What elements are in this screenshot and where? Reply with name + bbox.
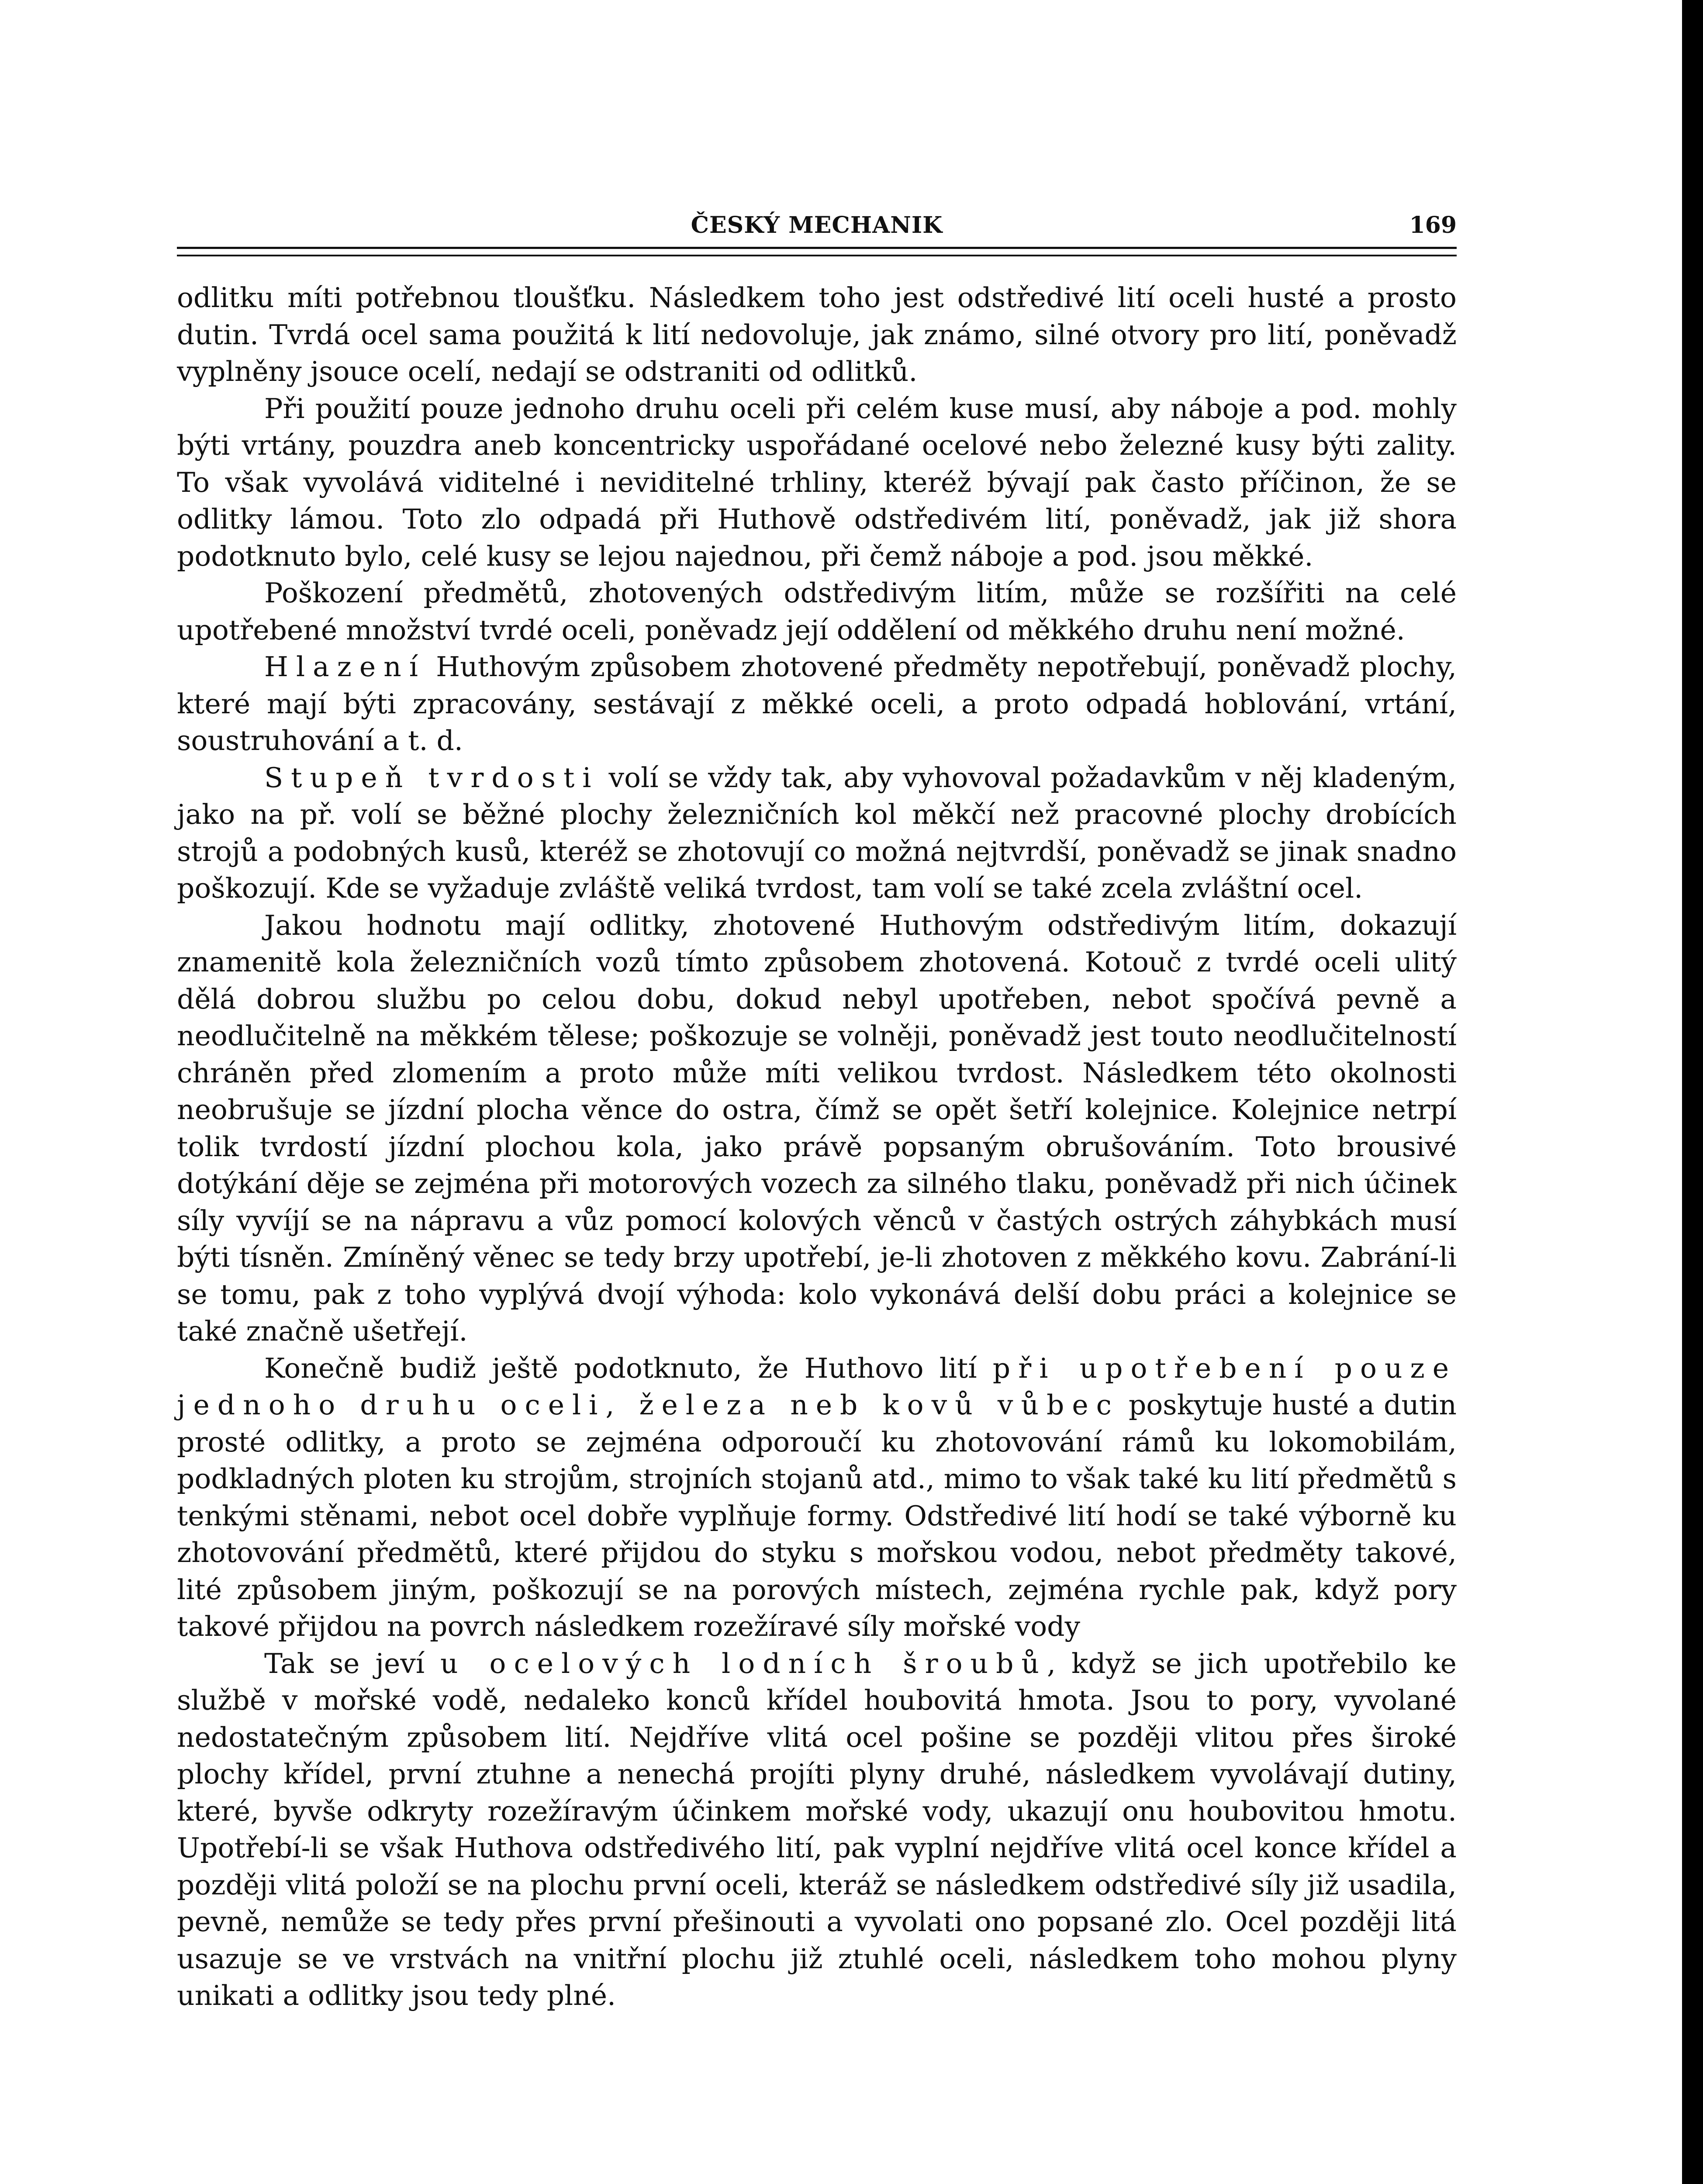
paragraph-text: Huthovým způsobem zhotovené předměty nepotřebují, poněvadž plochy, které mají býti zpracovány, sestávají z měkké oceli, a proto odpadá hoblování, vrtání, soustruhování a t. d. [177,651,1457,757]
paragraph [177,760,1457,907]
spaced-heading: Stupeň tvrdosti [264,761,599,794]
running-head: ČESKÝ MECHANIK [691,212,943,238]
paragraph-text: Při použití pouze jednoho druhu oceli při celém kuse musí, aby náboje a pod. mohly býti vrtány, pouzdra aneb koncentricky uspořádané ocelové nebo železné kusy býti zality. To však vyvolává viditelné i neviditelné trhliny, kteréž bývají pak často příčinon, že se odlitky lámou. Toto zlo odpadá při Huthově odstředivém lití, poněvadž, jak již shora podotknuto bylo, celé kusy se lejou najednou, při čemž náboje a pod. jsou měkké. [177,392,1457,572]
spaced-emphasis: u ocelových lodních šroubů [440,1647,1047,1679]
paragraph-text: volí se vždy tak, aby vyhovoval požadavkům v něj kladeným, jako na př. volí se běžné plochy železničních kol měkčí než pracovné plochy drobících strojů a podobných kusů, kteréž se zhotovují co možná nejtvrdší, poněvadž se jinak snadno poškozují. Kde se vyžaduje zvláště veliká tvrdost, tam volí se také zcela zvláštní ocel. [177,761,1457,904]
paragraph-text: Jakou hodnotu mají odlitky, zhotovené Huthovým odstředivým litím, dokazují znamenitě kola železničních vozů tímto způsobem zhotovená. Kotouč z tvrdé oceli ulitý dělá dobrou službu po celou dobu, dokud nebyl upotřeben, nebot spočívá pevně a neodlučitelně na měkkém tělese; poškozuje se volněji, poněvadž jest touto neodlučitelností chráněn před zlomením a proto může míti velikou tvrdost. Následkem této okolnosti neobrušuje se jízdní plocha věnce do ostra, čímž se opět šetří kolejnice. Kolejnice netrpí tolik tvrdostí jízdní plochou kola, jako právě popsaným obrušováním. Toto brousivé dotýkání děje se zejména při motorových vozech za silného tlaku, poněvadž při nich účinek síly vyvíjí se na nápravu a vůz pomocí kolových věnců v častých ostrých záhybkách musí býti tísněn. Zmíněný věnec se tedy brzy upotřebí, je-li zhotoven z měkkého kovu. Zabrání-li se tomu, pak z toho vyplývá dvojí výhoda: kolo vykonává delší dobu práci a kolejnice se také značně ušetřejí. [177,909,1457,1347]
paragraph [177,280,1457,390]
paragraph-text: odlitku míti potřebnou tloušťku. Následkem toho jest odstředivé lití oceli husté a prosto dutin. Tvrdá ocel sama použitá k lití nedovoluje, jak známo, silné otvory pro lití, poněvadž vyplněny jsouce ocelí, nedají se odstraniti od odlitků. [177,282,1457,387]
paragraph-text: , když se jich upotřebilo ke službě v mořské vodě, nedaleko konců křídel houbovitá hmota. Jsou to pory, vyvolané nedostatečným způsobem lití. Nejdříve vlitá ocel pošine se později vlitou přes široké plochy křídel, první ztuhne a nenechá projíti plyny druhé, následkem vyvolávají dutiny, které, byvše odkryty rozežíravým účinkem mořské vody, ukazují onu houbovitou hmotu. Upotřebí-li se však Huthova odstředivého lití, pak vyplní nejdříve vlitá ocel konce křídel a později vlitá položí se na plochu první oceli, kteráž se následkem odstředivé síly již usadila, pevně, nemůže se tedy přes první přešinouti a vyvolati ono popsané zlo. Ocel později litá usazuje se ve vrstvách na vnitřní plochu již ztuhlé oceli, následkem toho mohou plyny unikati a odlitky jsou tedy plné. [177,1647,1457,2011]
paragraph [177,390,1457,575]
paragraph [177,1645,1457,2015]
paragraph [177,907,1457,1350]
paragraph-text: Poškození předmětů, zhotovených odstředivým litím, může se rozšířiti na celé upotřebené množství tvrdé oceli, poněvadz její oddělení od měkkého druhu není možné. [177,577,1457,646]
spaced-heading: Hlazení [264,651,426,683]
body-text [177,280,1457,2015]
paragraph-lead: Tak se jeví [264,1647,440,1679]
spaced-emphasis: při upotřebení pouze jednoho druhu oceli, železa neb kovů vůbec [177,1352,1457,1421]
page-number: 169 [1409,212,1457,238]
paragraph-text: poskytuje husté a dutin prosté odlitky, a proto se zejména odporoučí ku zhotovování rámů ku lokomobilám, podkladných ploten ku strojům, strojních stojanů atd., mimo to však také ku lití předmětů s tenkými stěnami, nebot ocel dobře vyplňuje formy. Odstředivé lití hodí se také výborně ku zhotovování předmětů, které přijdou do styku s mořskou vodou, nebot předměty takové, lité způsobem jiným, poškozují se na porových místech, zejména rychle pak, když pory takové přijdou na povrch následkem rozežíravé síly mořské vody [177,1389,1457,1642]
paragraph [177,649,1457,760]
scan-edge [1682,0,1703,2184]
header-rule-top [177,247,1457,249]
paragraph-lead: Konečně budiž ještě podotknuto, že Huthovo lití [264,1352,993,1384]
paragraph [177,1350,1457,1645]
page-header [177,212,1457,238]
header-rule-bottom [177,255,1457,256]
paragraph [177,575,1457,649]
